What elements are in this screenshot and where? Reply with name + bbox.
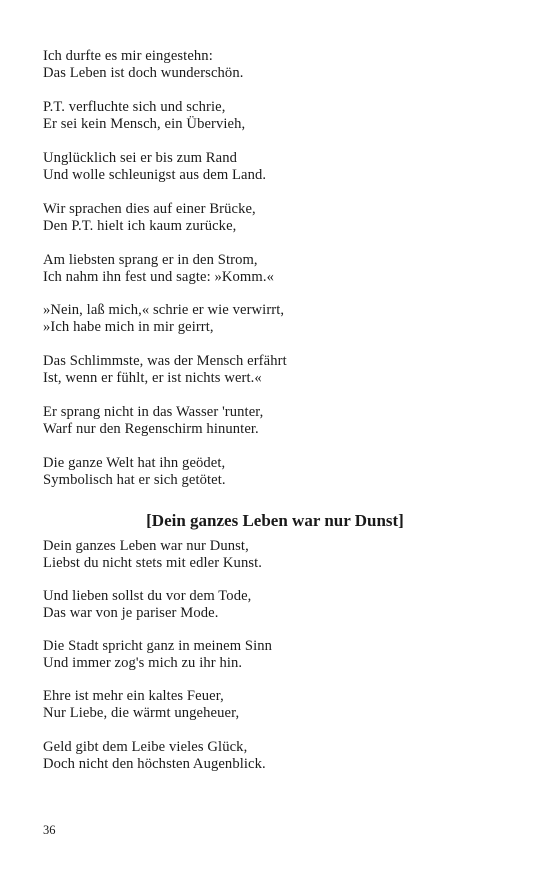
verse-line: Wir sprachen dies auf einer Brücke,: [43, 201, 256, 217]
verse-line: Unglücklich sei er bis zum Rand: [43, 150, 237, 166]
stanza: [43, 739, 503, 773]
verse-line: »Nein, laß mich,« schrie er wie verwirrt,: [43, 302, 285, 318]
stanza: [43, 252, 503, 286]
verse-line: »Ich habe mich in mir geirrt,: [43, 319, 214, 335]
verse-line: Doch nicht den höchsten Augenblick.: [43, 756, 266, 772]
verse-line: Er sei kein Mensch, ein Übervieh,: [43, 116, 246, 132]
verse-line: Den P.T. hielt ich kaum zurücke,: [43, 218, 237, 234]
verse-line: Und wolle schleunigst aus dem Land.: [43, 167, 267, 183]
verse-line: Das Schlimmste, was der Mensch erfährt: [43, 353, 287, 369]
verse-line: Und immer zog's mich zu ihr hin.: [43, 655, 243, 671]
stanza: [43, 201, 503, 235]
stanza: [43, 150, 503, 184]
verse-line: Liebst du nicht stets mit edler Kunst.: [43, 555, 263, 571]
verse-line: Ich durfte es mir eingestehn:: [43, 48, 213, 64]
verse-line: Symbolisch hat er sich getötet.: [43, 472, 226, 488]
stanza: [43, 688, 503, 722]
verse-line: Am liebsten sprang er in den Strom,: [43, 252, 258, 268]
verse-line: Ich nahm ihn fest und sagte: »Komm.«: [43, 269, 274, 285]
verse-line: Und lieben sollst du vor dem Tode,: [43, 588, 252, 604]
stanza: [43, 99, 503, 133]
verse-line: Ist, wenn er fühlt, er ist nichts wert.«: [43, 370, 262, 386]
verse-line: Warf nur den Regenschirm hinunter.: [43, 421, 259, 437]
verse-line: Das war von je pariser Mode.: [43, 605, 219, 621]
poem-title: [Dein ganzes Leben war nur Dunst]: [146, 511, 404, 530]
verse-line: Das Leben ist doch wunderschön.: [43, 65, 244, 81]
stanza: [43, 48, 503, 82]
verse-line: Dein ganzes Leben war nur Dunst,: [43, 538, 249, 554]
stanza: [43, 538, 503, 572]
stanza: [43, 638, 503, 672]
verse-line: Die Stadt spricht ganz in meinem Sinn: [43, 638, 273, 654]
verse-line: P.T. verfluchte sich und schrie,: [43, 99, 226, 115]
verse-line: Die ganze Welt hat ihn geödet,: [43, 455, 226, 471]
verse-line: Nur Liebe, die wärmt ungeheuer,: [43, 705, 240, 721]
stanza: [43, 353, 503, 387]
verse-line: Er sprang nicht in das Wasser 'runter,: [43, 404, 264, 420]
stanza: [43, 302, 503, 336]
stanza: [43, 455, 503, 489]
verse-line: Ehre ist mehr ein kaltes Feuer,: [43, 688, 224, 704]
stanza: [43, 404, 503, 438]
page-number: 36: [43, 823, 56, 837]
verse-line: Geld gibt dem Leibe vieles Glück,: [43, 739, 248, 755]
stanza: [43, 588, 503, 622]
